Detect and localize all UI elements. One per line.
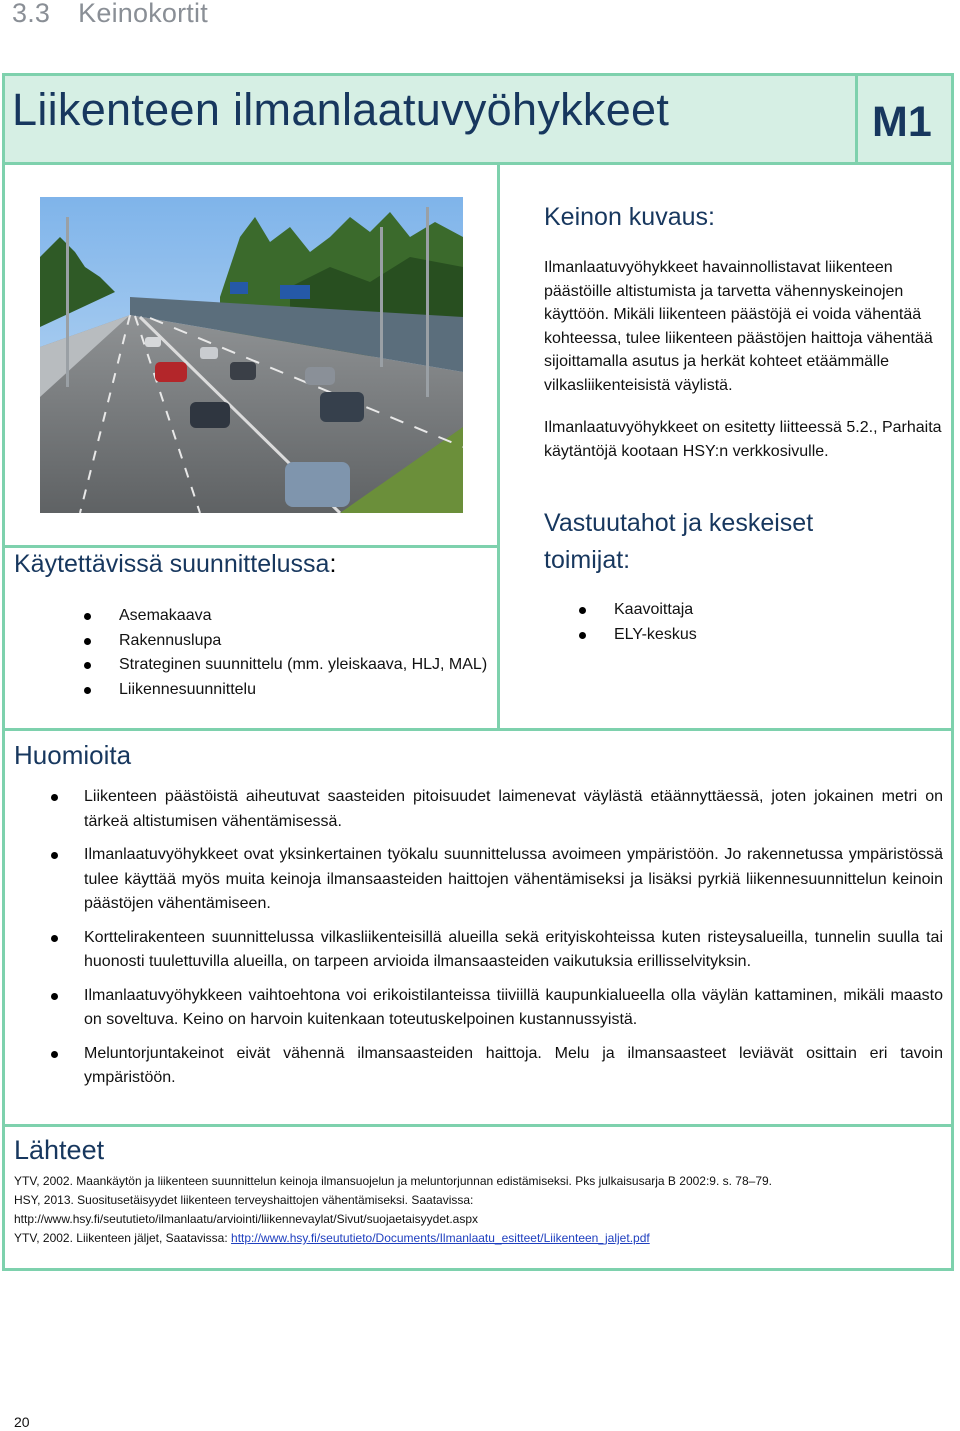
description-paragraph-2: Ilmanlaatuvyöhykkeet on esitetty liitteessä 5.2., Parhaita käytäntöjä kootaan HSY:n verkkosivulle. [544, 419, 942, 460]
usage-list [119, 604, 489, 702]
list-item: Korttelirakenteen suunnittelussa vilkasliikenteisillä alueilla sekä erityiskohteissa kuten risteysalueilla, tunnelin suulla tai huonosti tuulettuvilla alueilla, on tarpeen arvioida ilmansaasteiden vaikutuksia erillisselvityksin. [84, 926, 943, 975]
actors-heading: Vastuutahot ja keskeiset toimijat: [544, 509, 814, 574]
description-paragraph-1: Ilmanlaatuvyöhykkeet havainnollistavat liikenteen päästöille altistumista ja tarvetta vähennyskeinojen käyttöön. Mikäli liikenteen päästöjä ei voida vähentää kohteessa, tulee liikenteen päästöjen haittoja vähentää sijoittamalla asutus ja herkät kohteet etäämmälle vilkasliikenteisistä väylistä. [544, 259, 933, 394]
source-line-1: YTV, 2002. Maankäytön ja liikenteen suunnittelun keinoja ilmansuojelun ja meluntorjunnan edistämiseksi. Pks julkaisusarja B 2002:9. s. 78–79. [14, 1174, 773, 1188]
notes-rule [5, 728, 951, 731]
source-link[interactable]: http://www.hsy.fi/seututieto/Documents/Ilmanlaatu_esitteet/Liikenteen_jaljet.pdf [231, 1231, 650, 1245]
list-item: Strateginen suunnittelu (mm. yleiskaava, HLJ, MAL) [119, 653, 489, 678]
source-line-3: http://www.hsy.fi/seututieto/ilmanlaatu/arviointi/liikennevaylat/Sivut/suojaetaisyydet.aspx [14, 1212, 479, 1226]
list-item: Ilmanlaatuvyöhykkeen vaihtoehtona voi erikoistilanteissa tiiviillä kaupunkialueella olla väylän kattaminen, mikäli maasto on soveltuva. Keino on harvoin kuitenkaan toteutuskelpoinen kustannussyistä. [84, 984, 943, 1033]
highway-photo [40, 197, 463, 513]
list-item: Liikennesuunnittelu [119, 678, 489, 703]
usage-heading [14, 550, 336, 579]
usage-rule [5, 545, 497, 548]
list-item: Rakennuslupa [119, 629, 489, 654]
section-title: Keinokortit [78, 0, 208, 28]
source-line-4-text: YTV, 2002. Liikenteen jäljet, Saatavissa: [14, 1231, 232, 1245]
notes-heading: Huomioita [14, 740, 132, 770]
sources-heading: Lähteet [14, 1135, 105, 1165]
source-line-4 [14, 1229, 949, 1248]
list-item: Liikenteen päästöistä aiheutuvat saasteiden pitoisuudet laimenevat väylästä etäännyttäessä, joten jokainen metri on tärkeä altistumisen vähentämisessä. [84, 785, 943, 834]
usage-heading-colon: : [329, 550, 337, 578]
page-number: 20 [14, 1414, 30, 1430]
sources-list [14, 1172, 949, 1248]
list-item: Asemakaava [119, 604, 489, 629]
source-line-2: HSY, 2013. Suositusetäisyydet liikenteen terveyshaittojen vähentämiseksi. Saatavissa: [14, 1193, 474, 1207]
section-heading [12, 0, 236, 29]
sources-rule [5, 1124, 951, 1127]
notes-list [84, 785, 943, 1100]
list-item: Kaavoittaja [614, 598, 914, 623]
section-number: 3.3 [12, 0, 51, 28]
card-title: Liikenteen ilmanlaatuvyöhykkeet [12, 84, 670, 135]
column-divider [497, 165, 500, 730]
list-item: ELY-keskus [614, 623, 914, 648]
description-heading: Keinon kuvaus: [544, 203, 715, 231]
list-item: Meluntorjuntakeinot eivät vähennä ilmansaasteiden haittoja. Melu ja ilmansaasteet leviävät osittain eri tavoin ympäristöön. [84, 1042, 943, 1091]
list-item: Ilmanlaatuvyöhykkeet ovat yksinkertainen työkalu suunnittelussa avoimeen ympäristöön. Jo rakennetussa ympäristössä tulee käyttää myös muita keinoja ilmansaasteiden haittojen vähentämiseksi ja lisäksi pyrkiä liikennesuunnittelun keinoin päästöjen vähentämiseen. [84, 843, 943, 917]
actors-list [614, 598, 914, 647]
card-code: M1 [872, 98, 932, 146]
usage-heading-text: Käytettävissä suunnittelussa [14, 550, 330, 578]
